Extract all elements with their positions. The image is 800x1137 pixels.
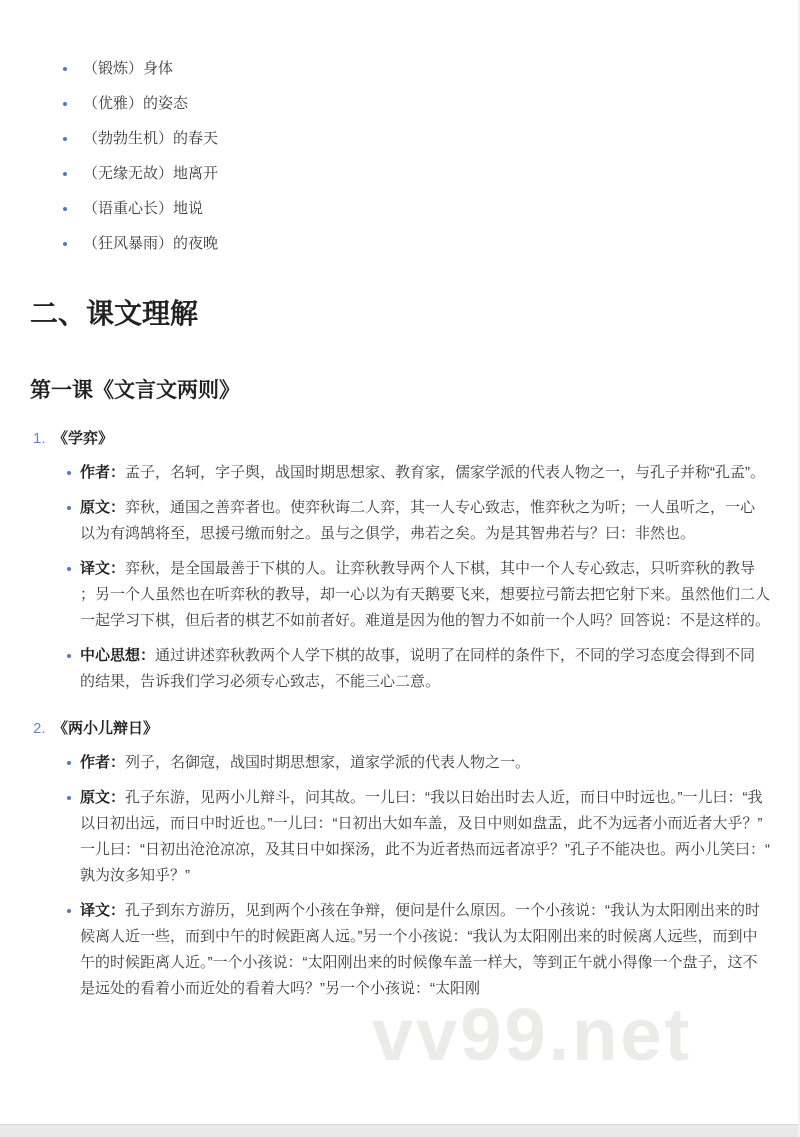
entry-label: 原文： xyxy=(80,499,126,516)
list-item xyxy=(30,56,770,81)
entry-label: 作者： xyxy=(80,754,126,771)
entry-text: 孔子到东方游历，见到两个小孩在争辩，便问是什么原因。一个小孩说：“我认为太阳刚出来的时候离人近一些，而到中午的时候距离人远。”另一个小孩说：“我认为太阳刚出来的时候离人远些，而到中午的时候距离人近。”一个小孩说：“太阳刚出来的时候像车盖一样大，等到正午就小得像一个盘子，这不是远处的看着小而近处的看着大吗？”另一个小孩说：“太阳刚 xyxy=(80,902,761,997)
entry-item xyxy=(30,785,770,889)
entry-text: 孟子，名轲，字子舆，战国时期思想家、教育家，儒家学派的代表人物之一，与孔子并称“孔孟”。 xyxy=(125,464,766,481)
list-item xyxy=(30,126,770,151)
entry-label: 译文： xyxy=(80,560,126,577)
numbered-item-header xyxy=(30,717,770,741)
page-bottom-edge xyxy=(0,1124,798,1137)
entry-text: 弈秋，通国之善弈者也。使弈秋诲二人弈，其一人专心致志，惟弈秋之为听；一人虽听之，一心以为有鸿鹄将至，思援弓缴而射之。虽与之俱学，弗若之矣。为是其智弗若与？曰：非然也。 xyxy=(80,499,756,542)
numbered-item-header xyxy=(30,427,770,451)
bullet-icon xyxy=(67,909,71,913)
entry-item xyxy=(30,898,770,1002)
item-number: 1. xyxy=(33,430,46,447)
entry-label: 作者： xyxy=(80,464,126,481)
word-fill-list xyxy=(30,56,770,256)
list-item-text: （无缘无故）地离开 xyxy=(83,165,219,182)
entry-text: 孔子东游，见两小儿辩斗，问其故。一儿曰：“我以日始出时去人近，而日中时远也。”一儿曰：“我以日初出远，而日中时近也。”一儿曰：“日初出大如车盖，及日中则如盘盂，此不为远者小而近者大乎？”一儿曰：“日初出沧沧凉凉，及其日中如探汤，此不为近者热而远者凉乎？”孔子不能决也。两小儿笑曰：“孰为汝多知乎？” xyxy=(80,789,770,884)
entry-label: 译文： xyxy=(80,902,126,919)
list-item-text: （锻炼）身体 xyxy=(83,60,174,77)
list-item-text: （语重心长）地说 xyxy=(83,200,204,217)
list-item xyxy=(30,91,770,116)
entry-item xyxy=(30,460,770,486)
numbered-item xyxy=(30,717,770,1002)
entry-item xyxy=(30,495,770,547)
entry-text: 通过讲述弈秋教两个人学下棋的故事，说明了在同样的条件下，不同的学习态度会得到不同的结果，告诉我们学习必须专心致志，不能三心二意。 xyxy=(80,647,756,690)
entry-item xyxy=(30,643,770,695)
watermark: vv99.net xyxy=(372,993,693,1076)
list-item xyxy=(30,231,770,256)
entry-list xyxy=(30,460,770,695)
list-item-text: （勃勃生机）的春天 xyxy=(83,130,219,147)
bullet-icon xyxy=(63,67,67,71)
bullet-icon xyxy=(63,137,67,141)
entry-text: 列子，名御寇，战国时期思想家，道家学派的代表人物之一。 xyxy=(125,754,531,771)
entry-list xyxy=(30,750,770,1002)
item-number: 2. xyxy=(33,720,46,737)
lesson-heading: 第一课《文言文两则》 xyxy=(30,379,240,402)
entry-item xyxy=(30,556,770,634)
bullet-icon xyxy=(67,654,71,658)
bullet-icon xyxy=(67,796,71,800)
item-title: 《学弈》 xyxy=(53,430,114,447)
entry-label: 原文： xyxy=(80,789,126,806)
numbered-list xyxy=(30,427,770,1002)
list-item xyxy=(30,196,770,221)
bullet-icon xyxy=(63,207,67,211)
bullet-icon xyxy=(67,567,71,571)
section-heading: 二、课文理解 xyxy=(30,298,199,329)
entry-item xyxy=(30,750,770,776)
list-item-text: （优雅）的姿态 xyxy=(83,95,189,112)
list-item xyxy=(30,161,770,186)
entry-text: 弈秋，是全国最善于下棋的人。让弈秋教导两个人下棋，其中一个人专心致志，只听弈秋的教导；另一个人虽然也在听弈秋的教导，却一心以为有天鹅要飞来，想要拉弓箭去把它射下来。虽然他们二人一起学习下棋，但后者的棋艺不如前者好。难道是因为他的智力不如前一个人吗？回答说：不是这样的。 xyxy=(80,560,771,629)
bullet-icon xyxy=(67,761,71,765)
entry-label: 中心思想： xyxy=(80,647,156,664)
bullet-icon xyxy=(67,506,71,510)
bullet-icon xyxy=(67,471,71,475)
item-title: 《两小儿辩日》 xyxy=(53,720,159,737)
bullet-icon xyxy=(63,242,67,246)
list-item-text: （狂风暴雨）的夜晚 xyxy=(83,235,219,252)
numbered-item xyxy=(30,427,770,695)
document-content xyxy=(30,0,770,1002)
bullet-icon xyxy=(63,102,67,106)
bullet-icon xyxy=(63,172,67,176)
